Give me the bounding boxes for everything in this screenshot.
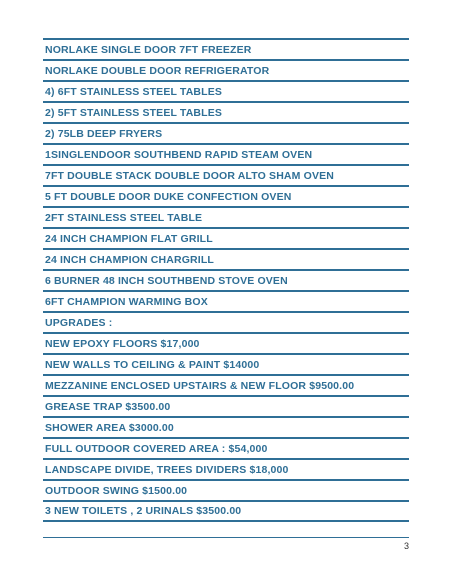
list-item: NEW EPOXY FLOORS $17,000: [43, 332, 409, 353]
list-item: SHOWER AREA $3000.00: [43, 416, 409, 437]
list-item: NORLAKE SINGLE DOOR 7FT FREEZER: [43, 38, 409, 59]
page-number: 3: [403, 541, 409, 551]
list-item: 3 NEW TOILETS , 2 URINALS $3500.00: [43, 500, 409, 522]
list-item: NEW WALLS TO CEILING & PAINT $14000: [43, 353, 409, 374]
equipment-upgrades-list: [43, 38, 409, 522]
list-item: FULL OUTDOOR COVERED AREA : $54,000: [43, 437, 409, 458]
list-item: 6FT CHAMPION WARMING BOX: [43, 290, 409, 311]
list-item: GREASE TRAP $3500.00: [43, 395, 409, 416]
list-item: MEZZANINE ENCLOSED UPSTAIRS & NEW FLOOR $9500.00: [43, 374, 409, 395]
footer-divider: [43, 537, 409, 538]
list-item: LANDSCAPE DIVIDE, TREES DIVIDERS $18,000: [43, 458, 409, 479]
list-item: 4) 6FT STAINLESS STEEL TABLES: [43, 80, 409, 101]
list-item: OUTDOOR SWING $1500.00: [43, 479, 409, 500]
list-item: 1SINGLENDOOR SOUTHBEND RAPID STEAM OVEN: [43, 143, 409, 164]
list-item: 5 FT DOUBLE DOOR DUKE CONFECTION OVEN: [43, 185, 409, 206]
list-item: 2) 5FT STAINLESS STEEL TABLES: [43, 101, 409, 122]
upgrades-heading: UPGRADES :: [43, 311, 409, 332]
list-item: 2) 75LB DEEP FRYERS: [43, 122, 409, 143]
list-item: 6 BURNER 48 INCH SOUTHBEND STOVE OVEN: [43, 269, 409, 290]
list-item: 24 INCH CHAMPION FLAT GRILL: [43, 227, 409, 248]
list-item: 2FT STAINLESS STEEL TABLE: [43, 206, 409, 227]
list-item: NORLAKE DOUBLE DOOR REFRIGERATOR: [43, 59, 409, 80]
list-item: 24 INCH CHAMPION CHARGRILL: [43, 248, 409, 269]
list-item: 7FT DOUBLE STACK DOUBLE DOOR ALTO SHAM OVEN: [43, 164, 409, 185]
